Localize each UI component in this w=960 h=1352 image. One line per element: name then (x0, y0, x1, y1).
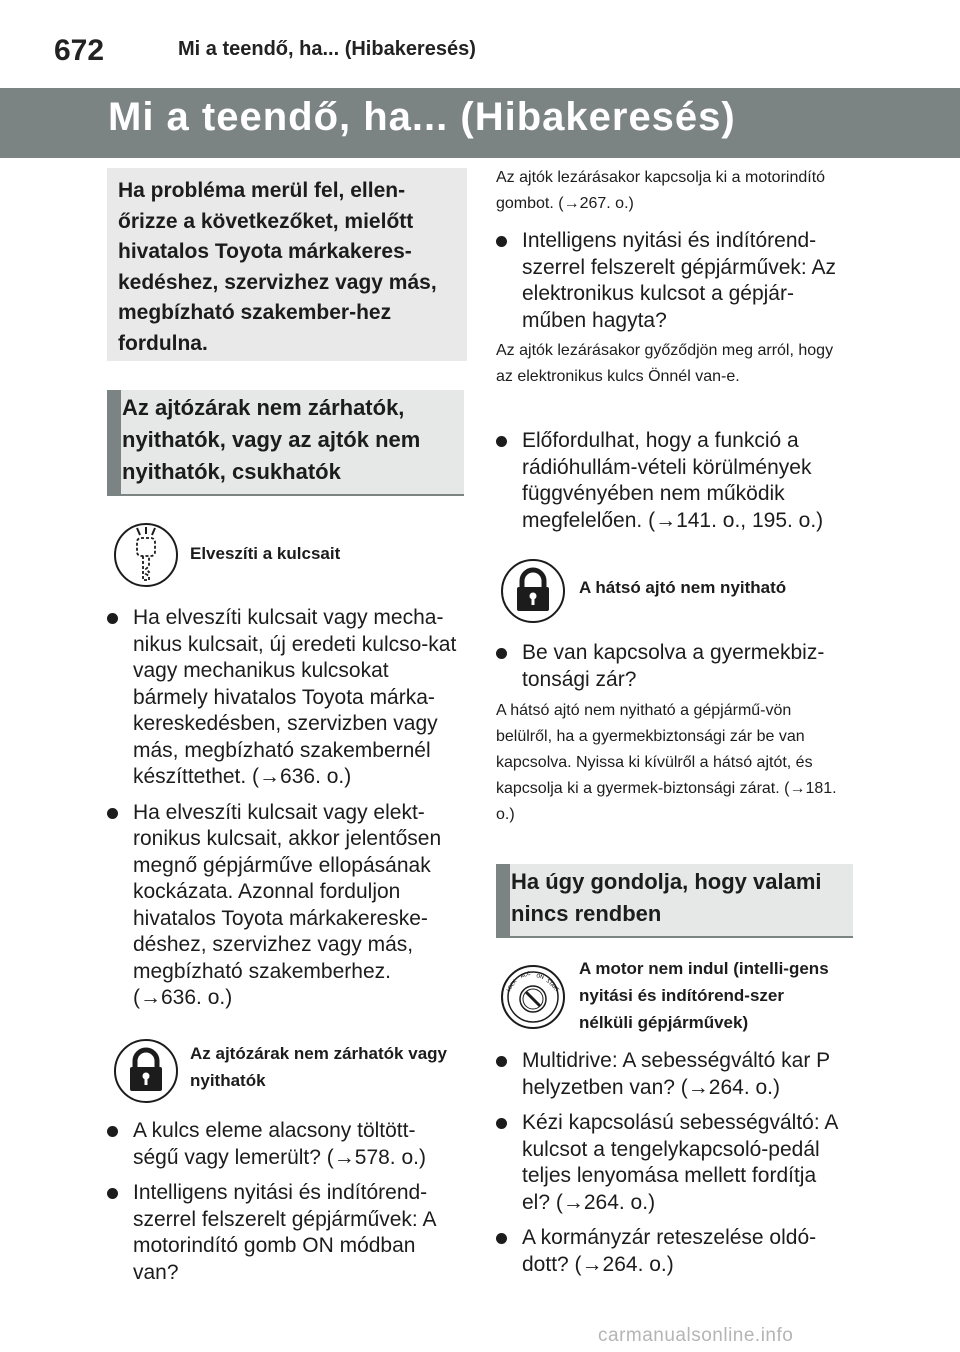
intro-text: Ha probléma merül fel, ellen-őrizze a következőket, mielőtt hivatalos Toyota márkakeres-kedéshez, szervizhez vagy más, megbízható szakember-hez fordulna. (118, 179, 437, 355)
list-item: A kulcs eleme alacsony töltött-ségű vagy lemerült? (→578. o.) (107, 1118, 457, 1171)
list-item: Ha elveszíti kulcsait vagy elekt-ronikus kulcsait, akkor jelentősen megnő gépjárműve ellopásának kockázata. Azonnal forduljon hivatalos Toyota márkakereske-déshez, szervizhez vagy más, megbízható szakemberhez. (→636. o.) (107, 800, 457, 1012)
note-engine-switch: Az ajtók lezárásakor kapcsolja ki a motorindító gombot. (→267. o.) (496, 169, 826, 212)
ignition-label-acc: ACC (519, 970, 532, 980)
list-item: A kormányzár reteszelése oldó-dott? (→264. o.) (496, 1225, 846, 1278)
back-door-list (496, 640, 846, 702)
page-number: 672 (54, 34, 105, 67)
running-title: Mi a teendő, ha... (Hibakeresés) (178, 38, 476, 60)
ignition-label-lock: LOCK (505, 978, 519, 994)
section-heading-problem-text: Ha úgy gondolja, hogy valami nincs rendben (511, 869, 822, 926)
list-item: Intelligens nyitási és indítórend-szerrel felszerelt gépjárművek: A motorindító gomb ON módban van? (107, 1180, 457, 1286)
list-item: Be van kapcsolva a gyermekbiz-tonsági zár? (496, 640, 846, 693)
section-heading-doors-text: Az ajtózárak nem zárhatók, nyithatók, vagy az ajtók nem nyithatók, csukhatók (122, 395, 421, 484)
note-child-lock: A hátsó ajtó nem nyitható a gépjármű-vön belülről, ha a gyermekbiztonsági zár be van kapcsolva. Nyissa ki kívülről a hátsó ajtót, és kapcsolja ki a gyermek-biztonsági zárat. (→181. o.) (496, 702, 837, 823)
padlock-icon (500, 558, 566, 624)
ignition-label-on: ON (535, 973, 545, 981)
list-item: Ha elveszíti kulcsait vagy mecha-nikus kulcsait, új eredeti kulcso-kat vagy mechanikus kulcsokat bármely hivatalos Toyota márka-kereskedésben, szervizben vagy más, megbízható szakembernél készíttethet. (→636. o.) (107, 605, 457, 791)
page-title: Mi a teendő, ha... (Hibakeresés) (108, 95, 736, 139)
padlock-icon (113, 1038, 179, 1104)
lost-keys-label: Elveszíti a kulcsait (190, 544, 341, 563)
engine-list (496, 1048, 846, 1287)
watermark: carmanualsonline.info (598, 1325, 794, 1346)
list-item: Kézi kapcsolású sebességváltó: A kulcsot a tengelykapcsoló-pedál teljes lenyomása mellett fordítja el? (→264. o.) (496, 1110, 846, 1216)
radio-wave-list (496, 428, 846, 543)
doors-locked-list (107, 1118, 457, 1295)
list-item: Intelligens nyitási és indítórend-szerrel felszerelt gépjárművek: Az elektronikus kulcsot a gépjár-műben hagyta? (496, 228, 846, 334)
list-item: Multidrive: A sebességváltó kar P helyzetben van? (→264. o.) (496, 1048, 846, 1101)
ignition-switch-icon (500, 964, 566, 1030)
ignition-label-start: START (544, 978, 560, 994)
page-header (0, 0, 960, 78)
list-item: Előfordulhat, hogy a funkció a rádióhullám-vételi körülmények függvényében nem működik megfelelően. (→141. o., 195. o.) (496, 428, 846, 534)
key-icon (113, 522, 179, 588)
engine-label: A motor nem indul (intelli-gens nyitási és indítórend-szer nélküli gépjárművek) (579, 959, 829, 1032)
note-electronic-key: Az ajtók lezárásakor győződjön meg arról, hogy az elektronikus kulcs Önnél van-e. (496, 342, 834, 385)
smart-key-list (496, 228, 846, 343)
lost-keys-list (107, 605, 457, 1021)
back-door-label: A hátsó ajtó nem nyitható (579, 578, 787, 597)
doors-locked-label: Az ajtózárak nem zárhatók vagy nyithatók (190, 1044, 447, 1090)
